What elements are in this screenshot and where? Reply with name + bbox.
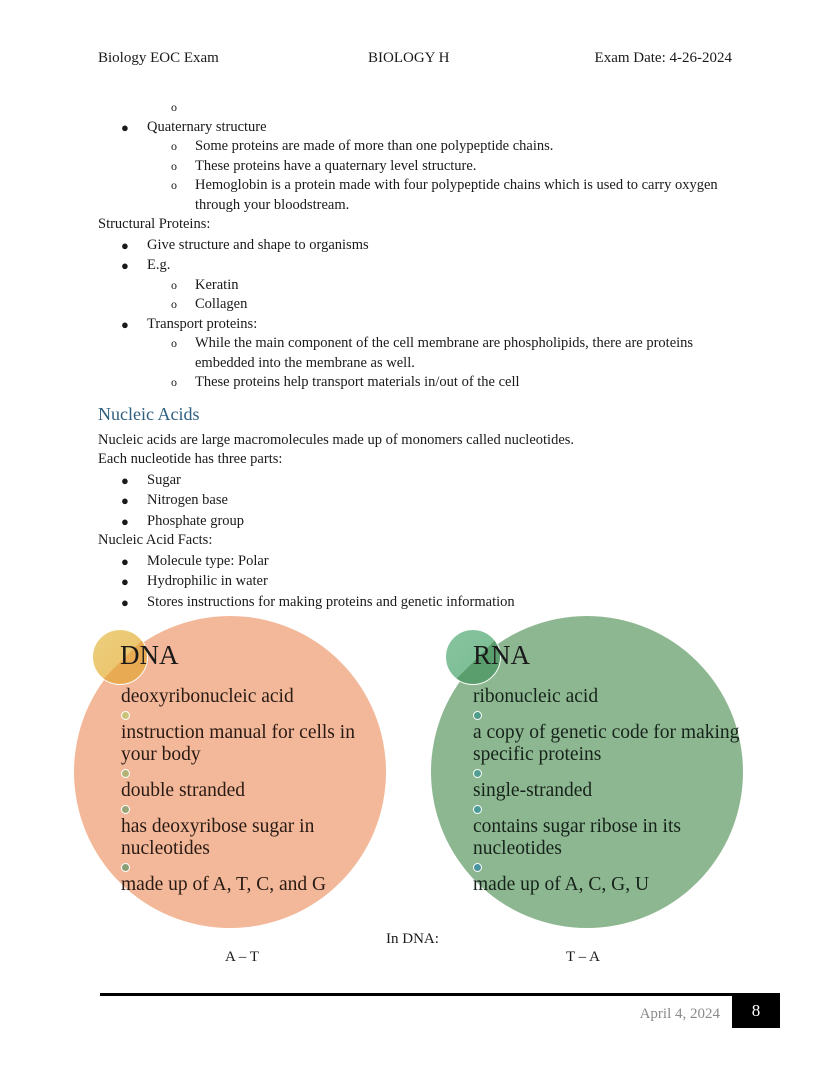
list-subitem: o Keratin xyxy=(98,276,738,296)
list-subitem: o These proteins help transport materials in/out of the cell xyxy=(98,373,738,393)
list-item: ● Nitrogen base xyxy=(98,491,738,511)
bullet-dot-icon xyxy=(473,711,482,720)
bullet-icon: ● xyxy=(121,258,129,273)
list-item: ● Quaternary structure xyxy=(98,118,738,138)
page-header xyxy=(98,50,732,70)
footer-date: April 4, 2024 xyxy=(639,1006,720,1022)
bullet-dot-icon xyxy=(121,805,130,814)
bullet-dot-icon xyxy=(473,805,482,814)
header-exam-date: Exam Date: 4-26-2024 xyxy=(594,50,732,66)
bullet-icon: ● xyxy=(121,553,129,569)
list-subitem: o Hemoglobin is a protein made with four polypeptide chains which is used to carry oxygen through your bloodstream. xyxy=(171,177,718,213)
nucleic-facts-heading: Nucleic Acid Facts: xyxy=(98,532,213,548)
rna-item: single-stranded xyxy=(473,780,593,801)
hollow-bullet-icon: o xyxy=(171,100,177,114)
hollow-bullet-icon: o xyxy=(171,277,177,292)
bullet-icon: ● xyxy=(121,513,129,529)
bullet-icon: ● xyxy=(121,493,129,508)
list-subitem: o These proteins have a quaternary level structure. xyxy=(98,157,738,177)
bullet-icon: ● xyxy=(121,574,129,589)
hollow-bullet-icon: o xyxy=(171,336,177,350)
document-body xyxy=(98,98,738,612)
nucleic-intro: Nucleic acids are large macromolecules made up of monomers called nucleotides. xyxy=(98,431,575,448)
dna-items xyxy=(121,686,389,896)
dna-item: has deoxyribose sugar in nucleotides xyxy=(121,816,315,859)
list-item: ● E.g. xyxy=(98,256,738,276)
hollow-bullet-icon: o xyxy=(171,375,177,389)
bullet-icon: ● xyxy=(121,237,129,253)
dna-item: instruction manual for cells in your body xyxy=(121,722,355,765)
pair-t-a: T – A xyxy=(566,949,600,965)
bullet-dot-icon xyxy=(121,769,130,778)
hollow-bullet-icon: o xyxy=(171,297,177,311)
list-item: ● Phosphate group xyxy=(98,512,738,532)
list-item: ● Hydrophilic in water xyxy=(98,572,738,592)
rna-item: made up of A, C, G, U xyxy=(473,874,650,895)
list-item: ● Transport proteins: xyxy=(98,315,738,335)
header-course: BIOLOGY H xyxy=(368,50,450,66)
bullet-dot-icon xyxy=(473,863,482,872)
bullet-icon: ● xyxy=(121,472,129,488)
nucleotide-parts-heading: Each nucleotide has three parts: xyxy=(98,451,283,467)
list-item: ● Give structure and shape to organisms xyxy=(98,236,738,256)
list-item: ● Sugar xyxy=(98,471,738,491)
list-subitem: o Collagen xyxy=(98,295,738,315)
bullet-icon: ● xyxy=(121,316,129,332)
footer-divider xyxy=(100,993,780,996)
rna-item: ribonucleic acid xyxy=(473,686,599,707)
bullet-icon: ● xyxy=(121,119,129,135)
pairing-heading: In DNA: xyxy=(386,931,439,947)
hollow-bullet-icon: o xyxy=(171,178,177,192)
list-item: ● Molecule type: Polar xyxy=(98,552,738,572)
section-title-nucleic-acids: Nucleic Acids xyxy=(98,403,200,424)
rna-title: RNA xyxy=(473,640,531,670)
dna-title: DNA xyxy=(120,640,179,670)
dna-item: made up of A, T, C, and G xyxy=(121,874,327,895)
empty-sub-bullet xyxy=(98,98,738,118)
bullet-dot-icon xyxy=(473,769,482,778)
header-exam-name: Biology EOC Exam xyxy=(98,50,219,66)
page-number: 8 xyxy=(732,994,780,1028)
hollow-bullet-icon: o xyxy=(171,158,177,173)
dna-item: double stranded xyxy=(121,780,246,801)
list-item: ● Stores instructions for making proteins and genetic information xyxy=(98,593,738,613)
bullet-icon: ● xyxy=(121,594,129,610)
pair-a-t: A – T xyxy=(225,949,259,965)
dna-item: deoxyribonucleic acid xyxy=(121,686,294,707)
bullet-dot-icon xyxy=(121,711,130,720)
bullet-dot-icon xyxy=(121,863,130,872)
rna-items xyxy=(473,686,763,896)
rna-item: a copy of genetic code for making specific proteins xyxy=(473,722,740,765)
list-subitem: o Some proteins are made of more than one polypeptide chains. xyxy=(98,137,738,157)
list-subitem: o While the main component of the cell membrane are phospholipids, there are proteins embedded into the membrane as well. xyxy=(171,335,694,371)
structural-proteins-heading: Structural Proteins: xyxy=(98,216,211,232)
rna-item: contains sugar ribose in its nucleotides xyxy=(473,816,681,859)
hollow-bullet-icon: o xyxy=(171,139,177,153)
